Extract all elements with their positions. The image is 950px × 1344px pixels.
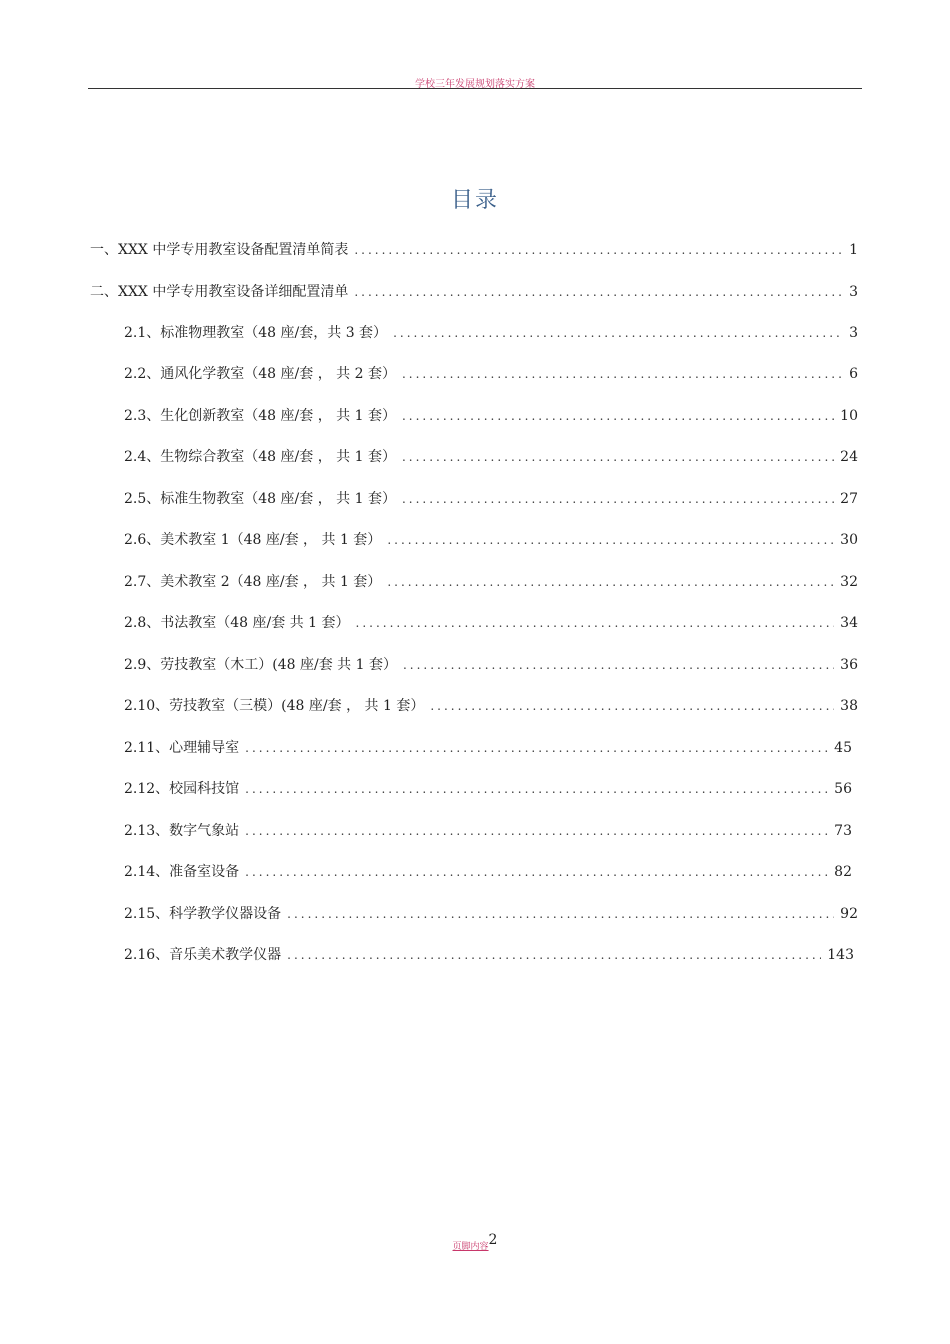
toc-entry-label: 2.2、通风化学教室（48 座/套 ， 共 2 套）: [124, 366, 396, 382]
toc-leader-dots: [245, 821, 828, 841]
toc-leader-dots: [402, 447, 834, 467]
toc-entry-label: 2.3、生化创新教室（48 座/套 ， 共 1 套）: [124, 408, 396, 424]
page-footer: [0, 1234, 950, 1253]
toc-entry-label: 2.1、标准物理教室（48 座/套，共 3 套）: [124, 325, 388, 341]
toc-entry-label: 2.15、科学教学仪器设备: [124, 906, 282, 922]
toc-leader-dots: [287, 904, 834, 924]
toc-entry-page: 82: [834, 864, 852, 880]
toc-entry-label: 2.14、准备室设备: [124, 864, 240, 880]
toc-entry-2-9[interactable]: [124, 655, 858, 675]
toc-entry-2-7[interactable]: [124, 572, 858, 592]
toc-entry-label: 2.4、生物综合教室（48 座/套 ， 共 1 套）: [124, 449, 396, 465]
toc-entry-page: 3: [849, 284, 858, 300]
toc-leader-dots: [402, 406, 834, 426]
toc-entry-label: 2.5、标准生物教室（48 座/套 ， 共 1 套）: [124, 491, 396, 507]
toc-entry-page: 36: [840, 657, 858, 673]
running-header: 学校三年发展规划落实方案: [415, 79, 535, 90]
toc-leader-dots: [402, 364, 843, 384]
toc-entry-page: 24: [840, 449, 858, 465]
toc-entry-page: 56: [834, 781, 852, 797]
toc-entry-label: 2.7、美术教室 2（48 座/套 ， 共 1 套）: [124, 574, 382, 590]
toc-entry-1[interactable]: [90, 240, 858, 260]
toc-entry-label: 2.8、书法教室（48 座/套 共 1 套）: [124, 615, 350, 631]
toc-entry-2-4[interactable]: [124, 447, 858, 467]
toc-entry-page: 32: [840, 574, 858, 590]
toc-leader-dots: [245, 779, 828, 799]
toc-entry-label: 一、XXX 中学专用教室设备配置清单简表: [90, 242, 349, 258]
toc-entry-page: 6: [849, 366, 858, 382]
footer-label: 页脚内容: [452, 1242, 489, 1252]
toc-entry-label: 2.6、美术教室 1（48 座/套 ， 共 1 套）: [124, 532, 382, 548]
toc-entry-label: 2.9、劳技教室（木工）(48 座/套 共 1 套）: [124, 657, 397, 673]
toc-entry-label: 2.11、心理辅导室: [124, 740, 240, 756]
toc-leader-dots: [387, 530, 834, 550]
toc-leader-dots: [402, 489, 834, 509]
toc-leader-dots: [356, 613, 835, 633]
toc-entry-2-3[interactable]: [124, 406, 858, 426]
toc-entry-page: 1: [849, 242, 858, 258]
toc-leader-dots: [393, 323, 843, 343]
toc-leader-dots: [403, 655, 834, 675]
page-number: 2: [488, 1232, 498, 1248]
toc-entry-page: 10: [840, 408, 858, 424]
toc-entry-label: 二、XXX 中学专用教室设备详细配置清单: [90, 284, 349, 300]
header-divider: [88, 88, 862, 89]
toc-entry-page: 45: [834, 740, 852, 756]
toc-entry-2-2[interactable]: [124, 364, 858, 384]
toc-entry-2[interactable]: [90, 282, 858, 302]
toc-leader-dots: [287, 945, 821, 965]
toc-entry-page: 3: [849, 325, 858, 341]
toc-leader-dots: [430, 696, 834, 716]
toc-entry-page: 38: [840, 698, 858, 714]
toc-entry-2-14[interactable]: [124, 862, 852, 882]
toc-entry-label: 2.13、数字气象站: [124, 823, 240, 839]
toc-entry-2-5[interactable]: [124, 489, 858, 509]
toc-entry-label: 2.12、校园科技馆: [124, 781, 240, 797]
toc-leader-dots: [245, 738, 828, 758]
toc-entry-2-1[interactable]: [124, 323, 858, 343]
toc-leader-dots: [387, 572, 834, 592]
toc-entry-2-6[interactable]: [124, 530, 858, 550]
toc-entry-label: 2.10、劳技教室（三模）(48 座/套 ， 共 1 套）: [124, 698, 425, 714]
toc-entry-2-10[interactable]: [124, 696, 858, 716]
toc-leader-dots: [245, 862, 828, 882]
toc-entry-2-13[interactable]: [124, 821, 852, 841]
toc-leader-dots: [354, 282, 843, 302]
toc-leader-dots: [354, 240, 843, 260]
toc-entry-2-12[interactable]: [124, 779, 852, 799]
toc-entry-page: 92: [840, 906, 858, 922]
toc-entry-page: 34: [840, 615, 858, 631]
toc-entry-page: 27: [840, 491, 858, 507]
toc-entry-2-8[interactable]: [124, 613, 858, 633]
toc-entry-label: 2.16、音乐美术教学仪器: [124, 947, 282, 963]
toc-entry-2-11[interactable]: [124, 738, 852, 758]
toc-entry-page: 30: [840, 532, 858, 548]
toc-entry-2-16[interactable]: [124, 945, 854, 965]
toc-entry-page: 143: [827, 947, 854, 963]
toc-entry-page: 73: [834, 823, 852, 839]
toc-title: 目录: [450, 188, 499, 213]
toc-entry-2-15[interactable]: [124, 904, 858, 924]
